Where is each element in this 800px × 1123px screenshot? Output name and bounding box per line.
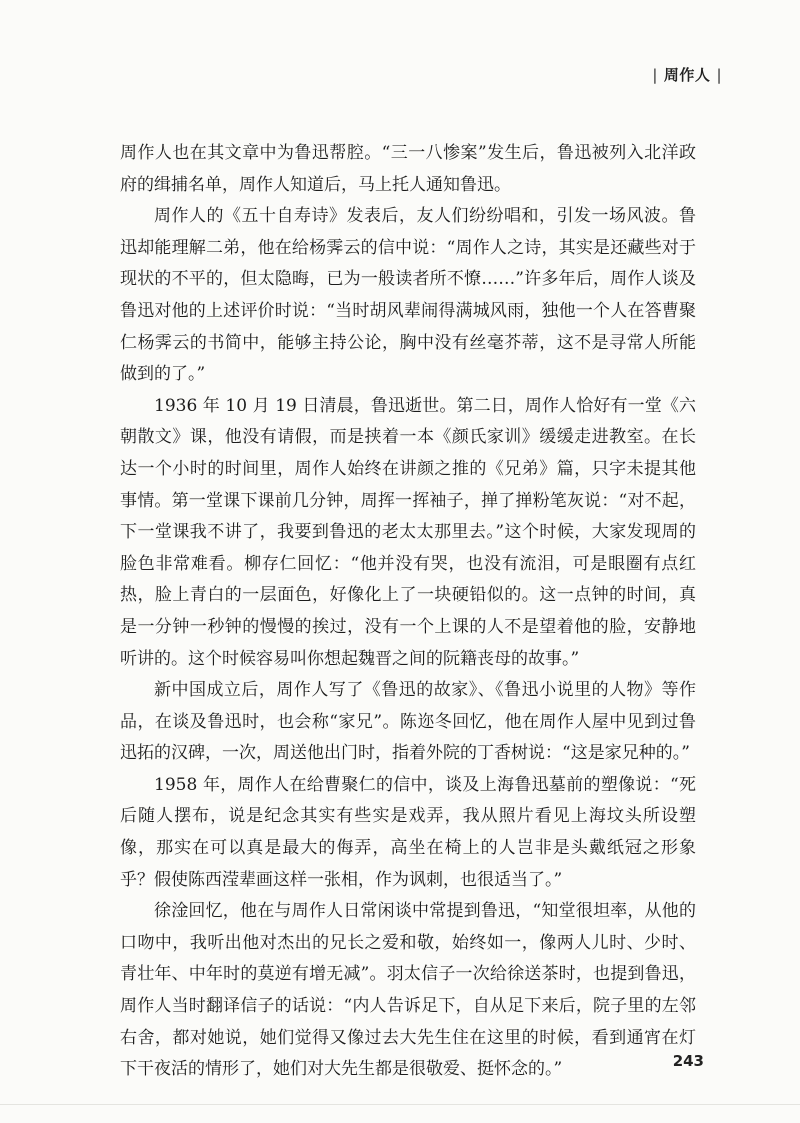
paragraph-6: 徐淦回忆，他在与周作人日常闲谈中常提到鲁迅，“知堂很坦率，从他的口吻中，我听出他对杰出的兄长之爱和敬，始终如一，像两人儿时、少时、青壮年、中年时的莫逆有增无减”。羽太信子一次给徐送茶时，也提到鲁迅，周作人当时翻译信子的话说：“内人告诉足下，自从足下来后，院子里的左邻右舍，都对她说，她们觉得又像过去大先生住在这里的时候，看到通宵在灯下干夜活的情形了，她们对大先生都是很敬爱、挺怀念的。” <box>120 901 696 1080</box>
page-number: 243 <box>672 1052 704 1070</box>
running-header <box>646 64 728 85</box>
paragraph-1: 周作人也在其文章中为鲁迅帮腔。“三一八惨案”发生后，鲁迅被列入北洋政府的缉捕名单，周作人知道后，马上托人通知鲁迅。 <box>120 143 696 195</box>
header-bar-right: | <box>716 66 722 84</box>
header-title: 周作人 <box>663 66 711 84</box>
body-text <box>120 138 696 1086</box>
paragraph-2: 周作人的《五十自寿诗》发表后，友人们纷纷唱和，引发一场风波。鲁迅却能理解二弟，他在给杨霁云的信中说：“周作人之诗，其实是还藏些对于现状的不平的，但太隐晦，已为一般读者所不憭……”许多年后，周作人谈及鲁迅对他的上述评价时说：“当时胡风辈闹得满城风雨，独他一个人在答曹聚仁杨霁云的书简中，能够主持公论，胸中没有丝毫芥蒂，这不是寻常人所能做到的了。” <box>120 206 696 385</box>
paragraph-4: 新中国成立后，周作人写了《鲁迅的故家》、《鲁迅小说里的人物》等作品，在谈及鲁迅时，也会称“家兄”。陈迩冬回忆，他在周作人屋中见到过鲁迅拓的汉碑，一次，周送他出门时，指着外院的丁香树说：“这是家兄种的。” <box>120 680 696 764</box>
paragraph-5: 1958 年，周作人在给曹聚仁的信中，谈及上海鲁迅墓前的塑像说：“死后随人摆布，说是纪念其实有些实是戏弄，我从照片看见上海坟头所设塑像，那实在可以真是最大的侮弄，高坐在椅上的人岂非是头戴纸冠之形象乎？假使陈西滢辈画这样一张相，作为讽刺，也很适当了。” <box>120 774 696 890</box>
bottom-rule <box>0 1104 800 1105</box>
header-bar-left: | <box>652 66 658 84</box>
paragraph-3: 1936 年 10 月 19 日清晨，鲁迅逝世。第二日，周作人恰好有一堂《六朝散文》课，他没有请假，而是挟着一本《颜氏家训》缓缓走进教室。在长达一个小时的时间里，周作人始终在讲颜之推的《兄弟》篇，只字未提其他事情。第一堂课下课前几分钟，周挥一挥袖子，掸了掸粉笔灰说：“对不起，下一堂课我不讲了，我要到鲁迅的老太太那里去。”这个时候，大家发现周的脸色非常难看。柳存仁回忆：“他并没有哭，也没有流泪，可是眼圈有点红热，脸上青白的一层面色，好像化上了一块硬铅似的。这一点钟的时间，真是一分钟一秒钟的慢慢的挨过，没有一个上课的人不是望着他的脸，安静地听讲的。这个时候容易叫你想起魏晋之间的阮籍丧母的故事。” <box>120 395 696 669</box>
